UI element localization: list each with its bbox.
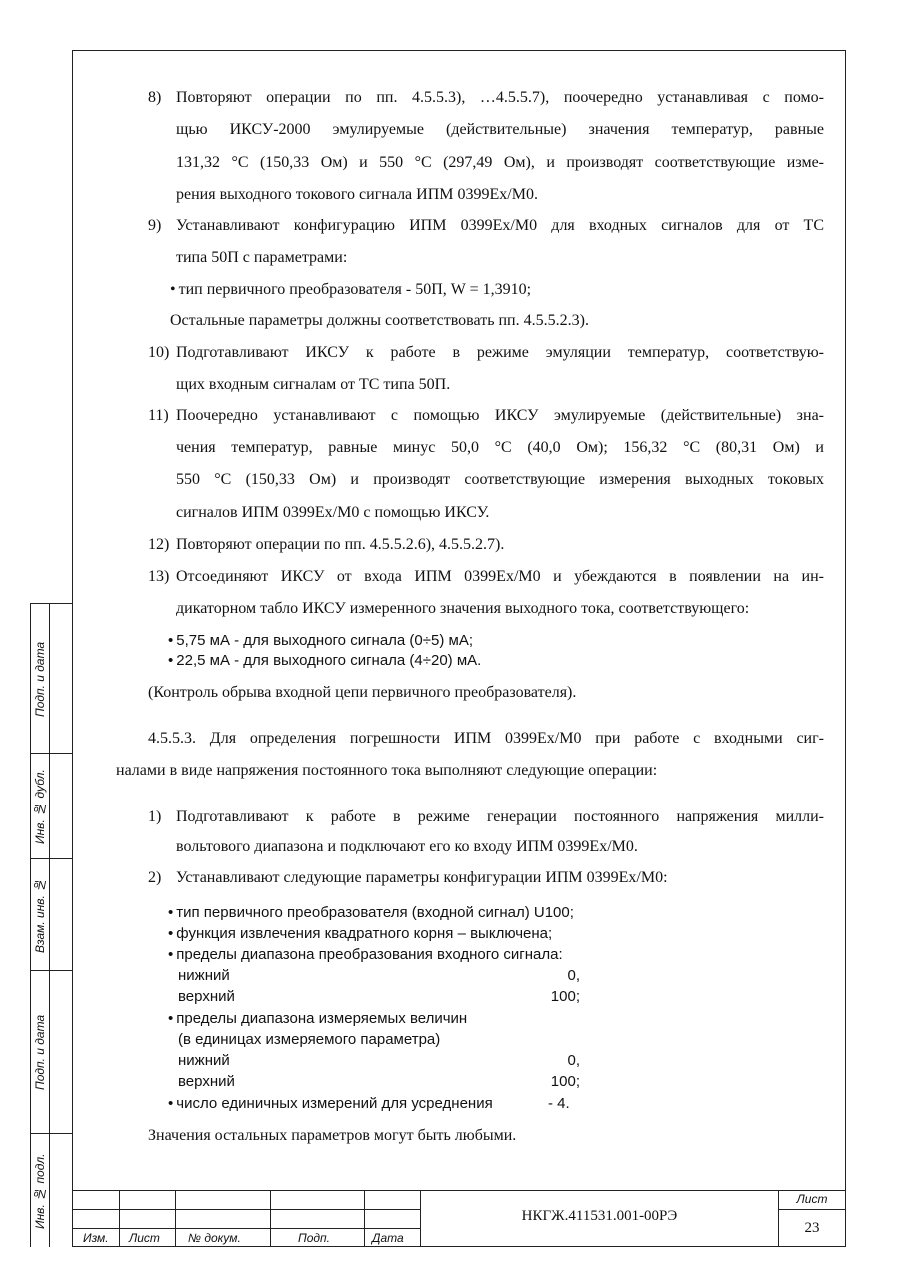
- config-value: 100;: [550, 988, 580, 1005]
- item-number: 10): [148, 344, 170, 361]
- config-value: 0,: [567, 967, 580, 984]
- config-bullet: • функция извлечения квадратного корня – выключена;: [168, 925, 552, 942]
- side-label-podp-data-2: Подп. и дата: [33, 1014, 47, 1091]
- final-note: Значения остальных параметров могут быть любыми.: [148, 1127, 517, 1144]
- text-line: Поочередно устанавливают с помощью ИКСУ эмулируемые (действительные) зна-: [176, 407, 824, 424]
- item-number: 12): [148, 536, 170, 553]
- config-bullet: • пределы диапазона преобразования входного сигнала:: [168, 946, 563, 963]
- text-line: сигналов ИПМ 0399Ех/М0 с помощью ИКСУ.: [176, 504, 490, 521]
- config-text: (в единицах измеряемого параметра): [178, 1031, 441, 1048]
- text-line: Повторяют операции по пп. 4.5.5.2.6), 4.5.5.2.7).: [176, 536, 505, 553]
- stamp-label-izm: Изм.: [83, 1231, 109, 1245]
- text-line: налами в виде напряжения постоянного тока выполняют следующие операции:: [116, 762, 658, 779]
- text-line: дикаторном табло ИКСУ измеренного значения выходного тока, соответствующего:: [176, 600, 750, 617]
- bullet-item: • 5,75 мА - для выходного сигнала (0÷5) мА;: [168, 632, 473, 649]
- item-number: 13): [148, 568, 170, 585]
- text-line: вольтового диапазона и подключают его ко входу ИПМ 0399Ех/М0.: [176, 838, 638, 855]
- note-text: Остальные параметры должны соответствовать пп. 4.5.5.2.3).: [170, 312, 589, 329]
- text-line: Подготавливают ИКСУ к работе в режиме эмуляции температур, соответствую-: [176, 344, 824, 361]
- text-line: 550 °С (150,33 Ом) и производят соответствующие измерения выходных токовых: [176, 471, 824, 488]
- config-label: верхний: [178, 1073, 235, 1090]
- side-label-podp-data-1: Подп. и дата: [33, 641, 47, 717]
- text-line: Устанавливают конфигурацию ИПМ 0399Ех/М0 для входных сигналов для от ТС: [176, 217, 824, 234]
- config-label: верхний: [178, 988, 235, 1005]
- stamp-label-dokum: № докум.: [188, 1231, 241, 1245]
- item-number: 9): [148, 217, 162, 234]
- text-line: 131,32 °С (150,33 Ом) и 550 °С (297,49 Ом), и производят соответствующие изме-: [176, 154, 824, 171]
- text-line: чения температур, равные минус 50,0 °С (40,0 Ом); 156,32 °С (80,31 Ом) и: [176, 439, 824, 456]
- sheet-number: 23: [804, 1220, 820, 1236]
- side-label-inv-podl: Инв. № подл.: [33, 1153, 47, 1229]
- config-value: 0,: [567, 1052, 580, 1069]
- item-number: 8): [148, 89, 162, 106]
- title-block: [72, 1190, 846, 1247]
- config-bullet: • пределы диапазона измеряемых величин: [168, 1010, 467, 1027]
- step-number: 2): [148, 869, 162, 886]
- side-label-inv-dubl: Инв. № дубл.: [33, 769, 47, 844]
- step-number: 1): [148, 808, 162, 825]
- section-heading-line: 4.5.5.3. Для определения погрешности ИПМ 0399Ех/М0 при работе с входными сиг-: [148, 730, 824, 747]
- item-number: 11): [148, 407, 169, 424]
- bullet-item: • 22,5 мА - для выходного сигнала (4÷20) мА.: [168, 652, 481, 669]
- sheet-label: Лист: [796, 1192, 828, 1206]
- config-label: нижний: [178, 1052, 230, 1069]
- stamp-label-podp: Подп.: [298, 1231, 330, 1245]
- config-bullet: • тип первичного преобразователя (входной сигнал) U100;: [168, 904, 574, 921]
- text-line: Подготавливают к работе в режиме генерации постоянного напряжения милли-: [176, 808, 824, 825]
- note-text: (Контроль обрыва входной цепи первичного преобразователя).: [148, 684, 577, 701]
- config-label: нижний: [178, 967, 230, 984]
- side-label-vzam-inv: Взам. инв. №: [33, 877, 47, 953]
- config-value: 100;: [550, 1073, 580, 1090]
- text-line: Устанавливают следующие параметры конфигурации ИПМ 0399Ех/М0:: [176, 869, 668, 886]
- stamp-label-data: Дата: [372, 1231, 404, 1245]
- text-line: рения выходного токового сигнала ИПМ 0399Ех/М0.: [176, 186, 538, 203]
- text-line: типа 50П с параметрами:: [176, 249, 348, 266]
- config-bullet: • число единичных измерений для усреднения: [168, 1095, 493, 1112]
- document-code: НКГЖ.411531.001-00РЭ: [521, 1208, 678, 1224]
- stamp-label-list: Лист: [129, 1231, 160, 1245]
- text-line: Повторяют операции по пп. 4.5.5.3), …4.5.5.7), поочередно устанавливая с помо-: [176, 89, 824, 106]
- config-value: - 4.: [548, 1095, 570, 1112]
- text-line: щью ИКСУ-2000 эмулируемые (действительные) значения температур, равные: [176, 121, 824, 138]
- bullet-item: • тип первичного преобразователя - 50П, W = 1,3910;: [170, 280, 531, 300]
- text-line: Отсоединяют ИКСУ от входа ИПМ 0399Ех/М0 и убеждаются в появлении на ин-: [176, 568, 824, 585]
- text-line: щих входным сигналам от ТС типа 50П.: [176, 376, 451, 393]
